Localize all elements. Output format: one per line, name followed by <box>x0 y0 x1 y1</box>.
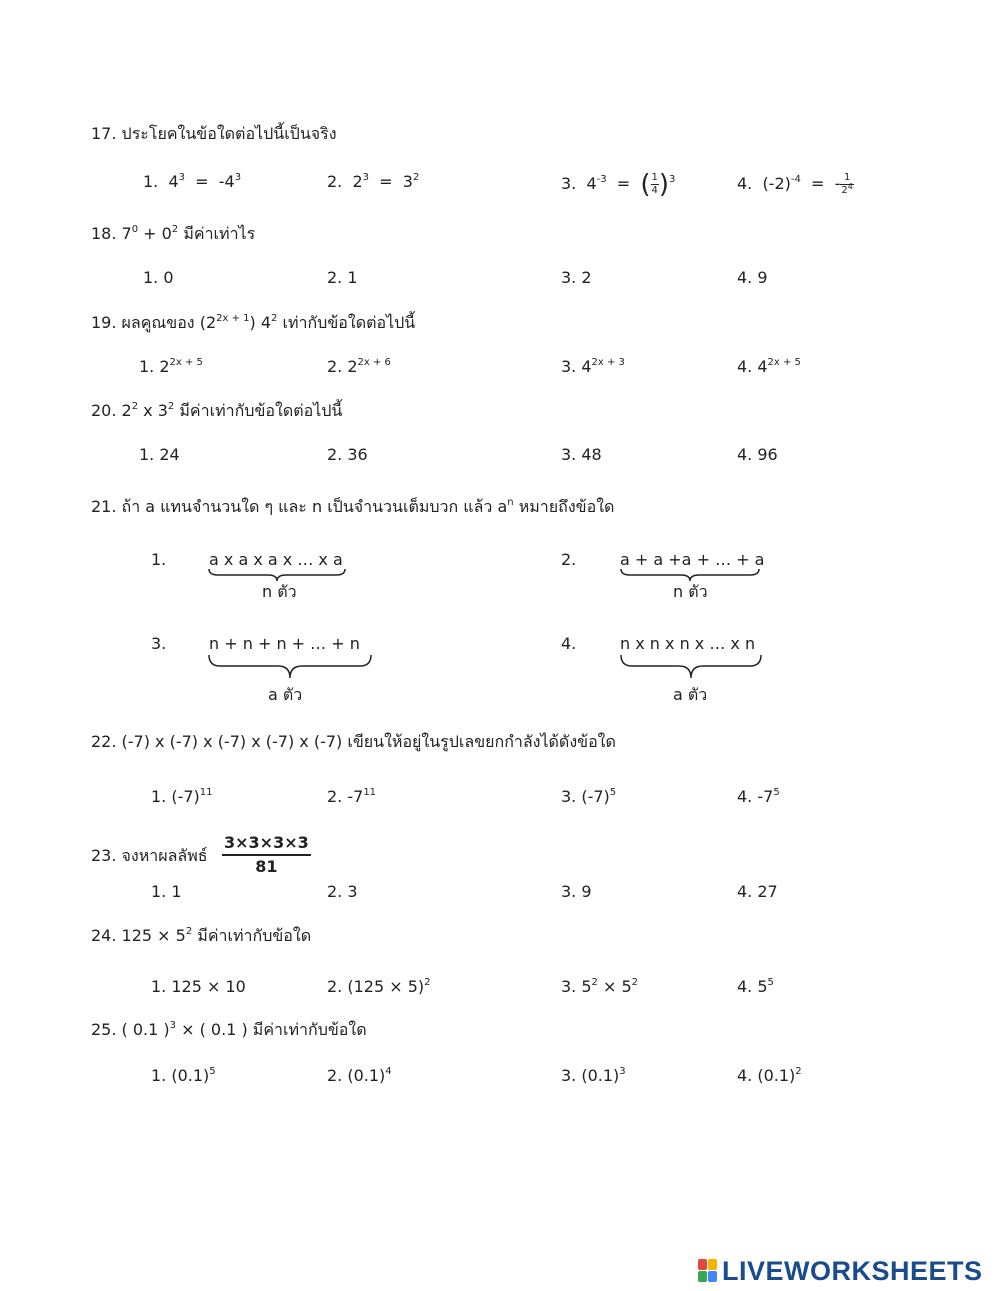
question-19-option-4[interactable]: 4. $4^{2x + 5}$ <box>737 357 801 376</box>
question-23-option-4[interactable]: 4. 27 <box>737 882 778 901</box>
exponent: -4 <box>790 174 801 185</box>
question-21-option-1-expression[interactable]: a x a x a x … x a <box>209 550 343 569</box>
question-21-option-2-expression[interactable]: a + a +a + … + a <box>620 550 765 569</box>
sign: - <box>834 174 841 193</box>
question-19-stem: 19. ผลคูณของ $(2^{2x + 1})$ $4^2$ เท่ากับข้อใดต่อไปนี้ <box>91 313 416 332</box>
question-21-option-1-label: n ตัว <box>262 582 297 601</box>
exponent: 3 <box>669 174 676 185</box>
question-19-option-1[interactable]: 1. $2^{2x + 5}$ <box>139 357 203 376</box>
equals: = <box>195 172 209 191</box>
exponent: 3 <box>362 172 369 183</box>
question-21-option-3-label: a ตัว <box>268 685 303 704</box>
question-24-option-1[interactable]: 1. 125 × 10 <box>151 977 246 996</box>
exponent: 2 <box>412 172 420 183</box>
question-19-option-3[interactable]: 3. $4^{2x + 3}$ <box>561 357 625 376</box>
logo-mark-icon <box>698 1259 718 1283</box>
question-24-option-3[interactable]: 3. $5^2 \times 5^2$ <box>561 977 639 996</box>
question-18-option-3[interactable]: 3. 2 <box>561 268 592 287</box>
logo-text: LIVEWORKSHEETS <box>722 1255 983 1286</box>
question-23-option-1[interactable]: 1. 1 <box>151 882 182 901</box>
question-17-option-4[interactable] <box>737 172 854 197</box>
right-paren: ) <box>658 169 670 200</box>
fraction-numerator: 3×3×3×3 <box>222 832 311 856</box>
question-20-option-3[interactable]: 3. 48 <box>561 445 602 464</box>
question-17-stem: 17. ประโยคในข้อใดต่อไปนี้เป็นจริง <box>91 124 337 143</box>
base: (-2) <box>762 174 791 193</box>
underbrace <box>208 568 346 582</box>
question-21-stem: 21. ถ้า a แทนจำนวนใด ๆ และ n เป็นจำนวนเต็มบวก แล้ว $a^n$ หมายถึงข้อใด <box>91 497 615 516</box>
question-21-option-4-number[interactable]: 4. <box>561 634 577 653</box>
question-21-option-4-label: a ตัว <box>673 685 708 704</box>
question-22-option-4[interactable]: 4. $-7^5$ <box>737 787 780 806</box>
question-22-option-1[interactable]: 1. $(-7)^{11}$ <box>151 787 213 806</box>
base: 4 <box>168 172 179 191</box>
question-20-option-2[interactable]: 2. 36 <box>327 445 368 464</box>
exponent: 3 <box>178 172 185 183</box>
question-21-option-3-expression[interactable]: n + n + n + … + n <box>209 634 360 653</box>
question-25-option-3[interactable]: 3. $(0.1)^3$ <box>561 1066 626 1085</box>
equals: = <box>379 172 393 191</box>
logo-square-2 <box>708 1259 717 1270</box>
base: -4 <box>218 172 235 191</box>
logo-square-3 <box>698 1271 707 1282</box>
base: 2 <box>352 172 363 191</box>
equals: = <box>616 174 631 193</box>
question-18-stem: 18. $7^0 + 0^2$ มีค่าเท่าไร <box>91 224 256 243</box>
logo-square-1 <box>698 1259 707 1270</box>
question-21-option-4-expression[interactable]: n x n x n x … x n <box>620 634 756 653</box>
question-18-option-1[interactable]: 1. 0 <box>143 268 174 287</box>
question-20-option-1[interactable]: 1. 24 <box>139 445 180 464</box>
question-21-option-2-number[interactable]: 2. <box>561 550 577 569</box>
base: 4 <box>586 174 597 193</box>
question-18-option-4[interactable]: 4. 9 <box>737 268 768 287</box>
question-20-stem: 20. $2^2$ x $3^2$ มีค่าเท่ากับข้อใดต่อไปนี้ <box>91 401 343 420</box>
exponent: -3 <box>596 174 607 185</box>
liveworksheets-logo[interactable] <box>698 1256 983 1286</box>
fraction-denominator: 81 <box>255 857 278 876</box>
question-18-option-2[interactable]: 2. 1 <box>327 268 358 287</box>
question-20-option-4[interactable]: 4. 96 <box>737 445 778 464</box>
option-number: 3. <box>561 174 577 193</box>
question-25-option-1[interactable]: 1. $(0.1)^5$ <box>151 1066 216 1085</box>
question-25-option-4[interactable]: 4. $(0.1)^2$ <box>737 1066 802 1085</box>
question-23-fraction <box>222 832 311 878</box>
exponent: 3 <box>234 172 242 183</box>
option-number: 1. <box>143 172 159 191</box>
question-25-option-2[interactable]: 2. $(0.1)^4$ <box>327 1066 392 1085</box>
base: 3 <box>402 172 413 191</box>
question-21-option-3-number[interactable]: 3. <box>151 634 167 653</box>
option-number: 4. <box>737 174 753 193</box>
fraction: $\frac{1}{4}$ <box>651 172 658 196</box>
question-22-option-3[interactable]: 3. $(-7)^5$ <box>561 787 617 806</box>
question-21-option-1-number[interactable]: 1. <box>151 550 167 569</box>
fraction: $\frac{1}{2^4}$ <box>841 172 853 196</box>
underbrace <box>208 654 372 680</box>
question-17-option-1[interactable] <box>143 172 241 192</box>
underbrace <box>620 568 760 582</box>
question-23-option-3[interactable]: 3. 9 <box>561 882 592 901</box>
question-24-option-4[interactable]: 4. $5^5$ <box>737 977 774 996</box>
question-23-option-2[interactable]: 2. 3 <box>327 882 358 901</box>
option-number: 2. <box>327 172 343 191</box>
question-19-option-2[interactable]: 2. $2^{2x + 6}$ <box>327 357 391 376</box>
question-21-option-2-label: n ตัว <box>673 582 708 601</box>
question-22-option-2[interactable]: 2. $-7^{11}$ <box>327 787 377 806</box>
left-paren: ( <box>640 169 651 200</box>
question-22-stem: 22. (-7) x (-7) x (-7) x (-7) x (-7) เขียนให้อยู่ในรูปเลขยกกำลังได้ดังข้อใด <box>91 732 616 751</box>
logo-square-4 <box>708 1271 717 1282</box>
question-17-option-2[interactable] <box>327 172 419 192</box>
underbrace <box>620 654 762 680</box>
question-24-option-2[interactable]: 2. $(125 \times 5)^2$ <box>327 977 431 996</box>
equals: = <box>811 174 825 193</box>
question-17-option-3[interactable] <box>561 169 676 200</box>
question-25-stem: 25. ( 0.1 )$^3$ × ( 0.1 ) มีค่าเท่ากับข้อใด <box>91 1020 367 1039</box>
question-24-stem: 24. $125 \times 5^2$ มีค่าเท่ากับข้อใด <box>91 926 312 945</box>
question-23-stem: 23. จงหาผลลัพธ์ <box>91 846 208 865</box>
